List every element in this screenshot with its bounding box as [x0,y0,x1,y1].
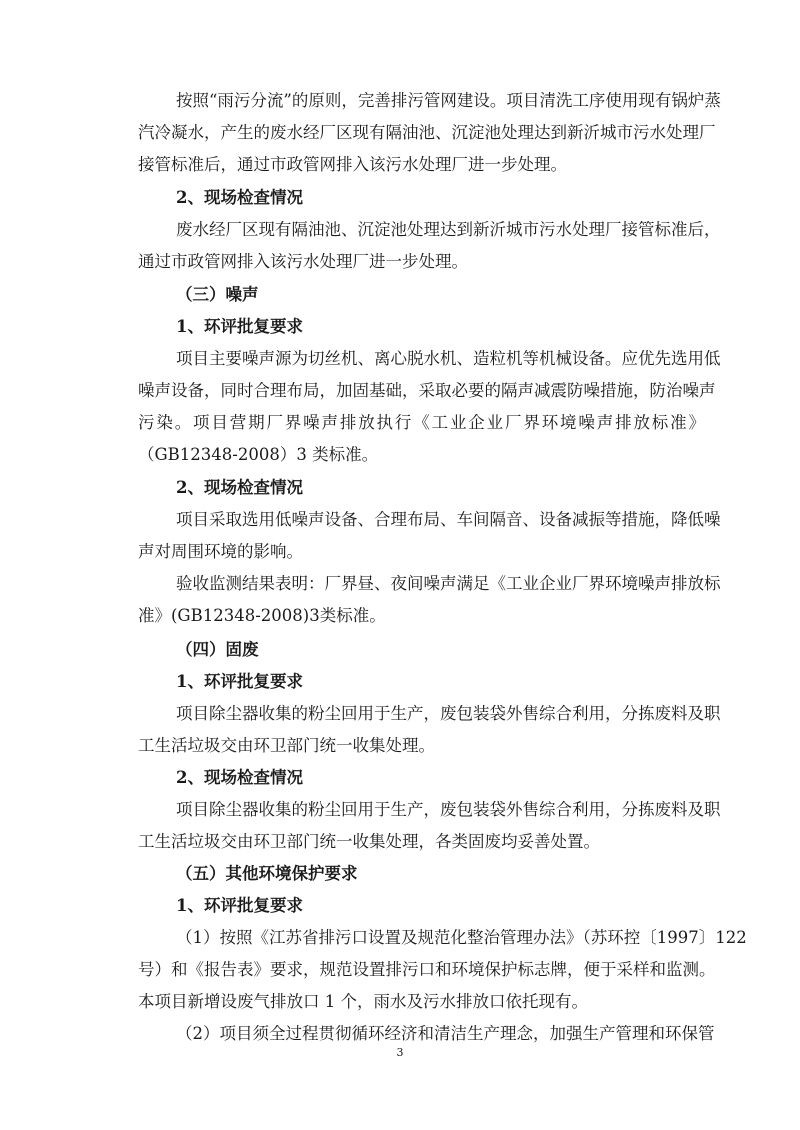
paragraph-line: 工生活垃圾交由环卫部门统一收集处理。 [138,736,435,755]
paragraph-line: 本项目新增设废气排放口 1 个，雨水及污水排放口依托现有。 [138,992,588,1011]
paragraph-line: 废水经厂区现有隔油池、沉淀池处理达到新沂城市污水处理厂接管标准后， [176,220,721,239]
section-heading: （四）固废 [176,640,259,659]
section-heading: 2、现场检查情况 [176,188,303,207]
paragraph-line: 声对周围环境的影响。 [138,542,303,561]
paragraph-line: 汽冷凝水，产生的废水经厂区现有隔油池、沉淀池处理达到新沂城市污水处理厂 [138,123,716,142]
section-heading: 2、现场检查情况 [176,478,303,497]
paragraph-line: 准》(GB12348-2008)3类标准。 [138,606,386,625]
paragraph-line: 项目除尘器收集的粉尘回用于生产，废包装袋外售综合利用，分拣废料及职 [176,704,721,723]
paragraph-line: 通过市政管网排入该污水处理厂进一步处理。 [138,252,468,271]
paragraph-line: 项目采取选用低噪声设备、合理布局、车间隔音、设备减振等措施，降低噪 [176,510,721,529]
paragraph-line: （1）按照《江苏省排污口设置及规范化整治管理办法》（苏环控〔1997〕122 [176,928,747,947]
paragraph-line: （GB12348-2008）3 类标准。 [138,445,379,464]
paragraph-line: 按照“雨污分流”的原则，完善排污管网建设。项目清洗工序使用现有锅炉蒸 [176,91,721,110]
page-number: 3 [396,1046,404,1059]
section-heading: （五）其他环境保护要求 [176,864,358,883]
paragraph-line: 号）和《报告表》要求，规范设置排污口和环境保护标志牌，便于采样和监测。 [138,960,716,979]
paragraph-line: 工生活垃圾交由环卫部门统一收集处理，各类固废均妥善处置。 [138,832,600,851]
paragraph-line: 污染。项目营期厂界噪声排放执行《工业企业厂界环境噪声排放标准》 [138,413,705,432]
paragraph-line: 验收监测结果表明：厂界昼、夜间噪声满足《工业企业厂界环境噪声排放标 [176,574,721,593]
paragraph-line: 噪声设备，同时合理布局，加固基础，采取必要的隔声减震防噪措施，防治噪声 [138,381,716,400]
paragraph-line: 项目主要噪声源为切丝机、离心脱水机、造粒机等机械设备。应优先选用低 [176,349,721,368]
section-heading: 1、环评批复要求 [176,672,303,691]
section-heading: 2、现场检查情况 [176,768,303,787]
section-heading: （三）噪声 [176,285,259,304]
paragraph-line: 项目除尘器收集的粉尘回用于生产，废包装袋外售综合利用，分拣废料及职 [176,800,721,819]
paragraph-line: 接管标准后，通过市政管网排入该污水处理厂进一步处理。 [138,155,567,174]
paragraph-line: （2）项目须全过程贯彻循环经济和清洁生产理念，加强生产管理和环保管 [176,1024,715,1043]
section-heading: 1、环评批复要求 [176,317,303,336]
section-heading: 1、环评批复要求 [176,896,303,915]
